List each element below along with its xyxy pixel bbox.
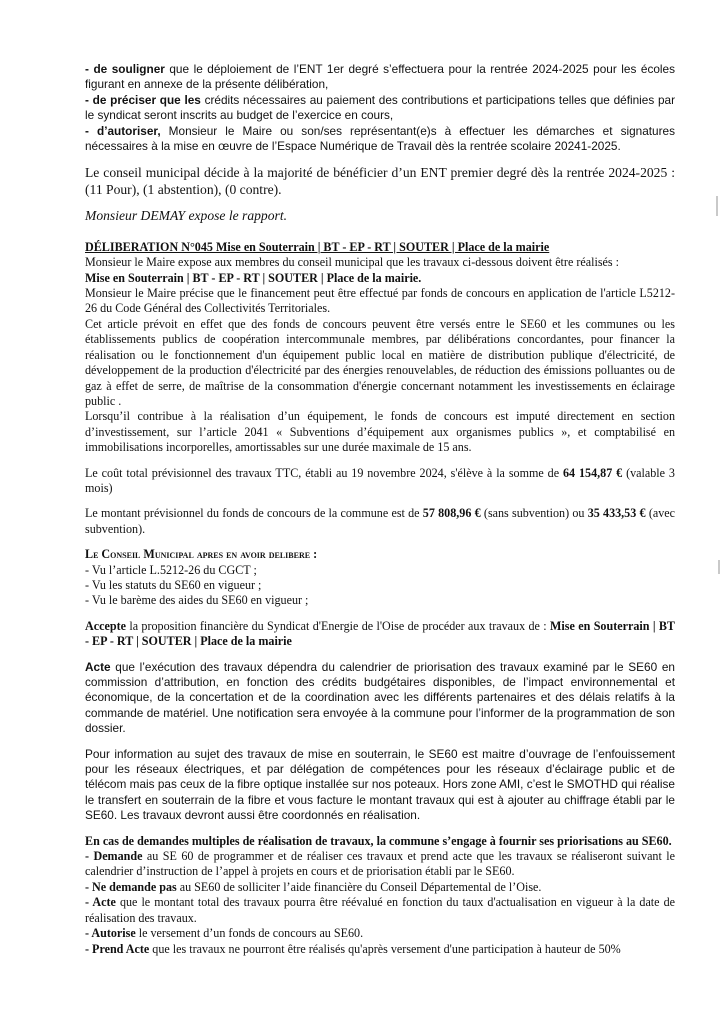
visa-item: - Vu l’article L.5212-26 du CGCT ;	[85, 562, 257, 577]
multiple-requests-header: En cas de demandes multiples de réalisation de travaux, la commune s’engage à fournir ses priorisations au SE60.	[85, 833, 672, 848]
cost-text: Le coût total prévisionnel des travaux TTC, établi au 19 novembre 2024, s'élève à la somme de	[85, 465, 563, 480]
info-paragraph: Pour information au sujet des travaux de mise en souterrain, le SE60 est maitre d’ouvrage de l’enfouissement pour les réseaux électriques, et par délégation de compétences pour les réseaux d’éclairage public et de télécom mais pas ceux de la fibre optique installée sur nos poteaux. Hors zone AMI, c’est le SMOTHD qui réalise le transfert en souterrain de la fibre et vous facture le montant travaux qui est à ajouter au chiffrage établi par le SE60. Les travaux devront aussi être coordonnés en réalisation.	[85, 746, 675, 823]
visa-item: - Vu les statuts du SE60 en vigueur ;	[85, 577, 262, 592]
item-keyword: - de préciser que les	[85, 92, 201, 107]
fund-paragraph	[85, 506, 675, 537]
fund-text: (avec subvention).	[85, 506, 675, 536]
item-text: le versement d’un fonds de concours au SE60.	[135, 926, 364, 941]
item-text: que le montant total des travaux pourra être réévalué en fonction du taux d'actualisation en vigueur à la date de réalisation des travaux.	[85, 895, 675, 925]
rapporteur-line: Monsieur DEMAY expose le rapport.	[85, 208, 287, 224]
item-keyword: - d’autoriser,	[85, 123, 161, 138]
deliberation-title: DÉLIBERATION N°045 Mise en Souterrain | BT - EP - RT | SOUTER | Place de la mairie	[85, 239, 550, 254]
item-keyword: - Acte	[85, 895, 116, 910]
item-text: que le déploiement de l’ENT 1er degré s’effectuera pour la rentrée 2024-2025 pour les écoles figurant en annexe de la présente délibération,	[85, 62, 675, 92]
intro-item	[85, 93, 675, 124]
financing-paragraph: Monsieur le Maire précise que le financement peut être effectué par fonds de concours en application de l'article L5212-26 du Code Général des Collectivités Territoriales.	[85, 286, 675, 316]
intro-item	[85, 62, 675, 93]
intro-item	[85, 124, 675, 155]
item-keyword: - de souligner	[85, 62, 165, 76]
item-text: que l’exécution des travaux dépendra du calendrier de priorisation des travaux examiné par le SE60 en commission d’attribution, en fonction des crédits budgétaires disponibles, de l’impact environnemental et économique, de la concertation et de la coordination avec les différents partenaires et des délais relatifs à la commande de matériel. Une notification sera envoyée à la commune pour l’informer de la programmation de son dossier.	[85, 659, 675, 736]
item-keyword: - Demande	[85, 849, 143, 864]
fund-amount-without-subsidy: 57 808,96 €	[422, 506, 481, 521]
acte-paragraph	[85, 660, 675, 737]
article-paragraph: Cet article prévoit en effet que des fonds de concours peuvent être versés entre le SE60 et les communes ou les établissements publics de coopération intercommunale membres, par délibérations concordantes, pour financer la réalisation ou le fonctionnement d'un équipement public local en matière de distribution publique d'électricité, de développement de la production d'électricité par des énergies renouvelables, de réduction des émissions polluantes ou de gaz à effet de serre, de maîtrise de la consommation d'énergie concernant notamment les investissements en éclairage public .	[85, 316, 675, 408]
final-item	[85, 926, 675, 941]
item-text: que les travaux ne pourront être réalisés qu'après versement d'une participation à hauteur de 50%	[149, 941, 621, 956]
council-header: Le Conseil Municipal apres en avoir delibere :	[85, 547, 318, 562]
expose-line: Monsieur le Maire expose aux membres du conseil municipal que les travaux ci-dessous doivent être réalisés :	[85, 255, 619, 270]
intro-list	[85, 62, 675, 154]
item-keyword: Acte	[85, 659, 111, 674]
final-item	[85, 942, 675, 957]
works-label: Mise en Souterrain | BT - EP - RT | SOUTER | Place de la mairie.	[85, 270, 422, 285]
document-body	[85, 62, 675, 957]
scan-margin-mark	[718, 560, 720, 574]
fund-text: (sans subvention) ou	[480, 506, 588, 521]
item-keyword: - Prend Acte	[85, 941, 150, 956]
item-text: la proposition financière du Syndicat d'Energie de l'Oise de procéder aux travaux de :	[125, 618, 551, 633]
item-keyword: - Ne demande pas	[85, 879, 177, 894]
accepte-paragraph	[85, 619, 675, 650]
final-item	[85, 849, 675, 880]
imputation-paragraph: Lorsqu’il contribue à la réalisation d’un équipement, le fonds de concours est imputé directement en section d’investissement, sur l’article 2041 « Subventions d’équipement aux organismes publics », et comptabilisé en immobilisations incorporelles, amortissables sur une durée maximale de 15 ans.	[85, 409, 675, 455]
item-text: crédits nécessaires au paiement des contributions et participations telles que définies par le syndicat seront inscrits au budget de l’exercice en cours,	[85, 92, 675, 123]
fund-amount-with-subsidy: 35 433,53 €	[587, 506, 646, 521]
fund-text: Le montant prévisionnel du fonds de concours de la commune est de	[85, 506, 423, 521]
item-text: Monsieur le Maire ou son/ses représentant(e)s à effectuer les démarches et signatures nécessaires à la mise en œuvre de l’Espace Numérique de Travail dès la rentrée scolaire 20241-2025.	[85, 123, 675, 154]
final-item	[85, 895, 675, 926]
visa-item: - Vu le barème des aides du SE60 en vigueur ;	[85, 593, 309, 608]
item-keyword: - Autorise	[85, 926, 136, 941]
cost-amount: 64 154,87 €	[562, 465, 623, 480]
cost-validity: (valable 3 mois)	[85, 465, 675, 495]
final-item	[85, 880, 675, 895]
item-keyword: Accepte	[85, 618, 126, 633]
item-text: au SE 60 de programmer et de réaliser ces travaux et prend acte que les travaux se réaliseront suivant le calendrier d’instruction de l’appel à projets en cours et de priorisation établi par le SE60.	[85, 849, 675, 879]
scan-margin-mark	[716, 196, 718, 216]
decision-text: Le conseil municipal décide à la majorité de bénéficier d’un ENT premier degré dès la rentrée 2024-2025 : (11 Pour), (1 abstention), (0 contre).	[85, 165, 675, 198]
cost-paragraph	[85, 466, 675, 497]
item-text: au SE60 de solliciter l’aide financière du Conseil Départemental de l’Oise.	[176, 879, 542, 894]
works-label: Mise en Souterrain | BT - EP - RT | SOUTER | Place de la mairie	[85, 618, 675, 649]
